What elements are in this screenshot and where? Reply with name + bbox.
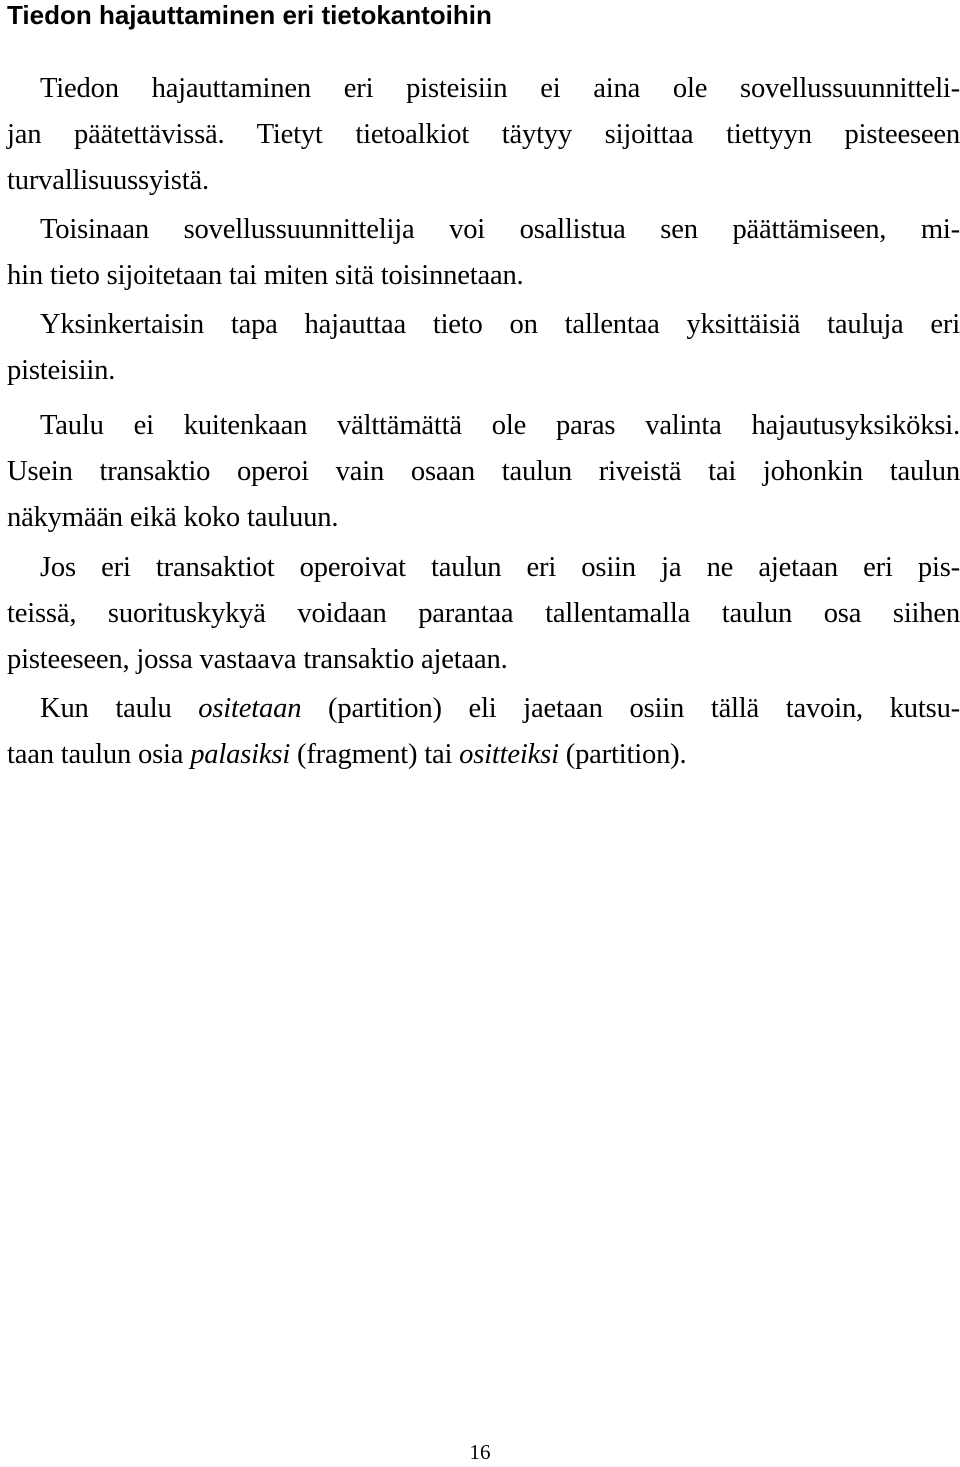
- paragraph-6-text: taan taulun osia: [7, 739, 191, 770]
- paragraph-3: [7, 302, 960, 394]
- paragraph-6: [7, 686, 960, 778]
- paragraph-6-line-2: [7, 732, 960, 778]
- paragraph-6-text: Kun taulu: [40, 693, 199, 724]
- paragraph-1-line-3: turvallisuussyistä.: [7, 165, 209, 196]
- paragraph-1-line-1: Tiedon hajauttaminen eri pisteisiin ei aina ole sovellussuunnitteli-: [40, 73, 960, 104]
- paragraph-2-line-2: hin tieto sijoitetaan tai miten sitä toisinnetaan.: [7, 260, 524, 291]
- paragraph-5-line-1: Jos eri transaktiot operoivat taulun eri osiin ja ne ajetaan eri pis-: [40, 552, 960, 583]
- paragraph-2: [7, 207, 960, 299]
- term-palasiksi: palasiksi: [190, 739, 291, 770]
- paragraph-4-line-1: Taulu ei kuitenkaan välttämättä ole paras valinta hajautusyksiköksi.: [40, 410, 960, 441]
- paragraph-3-line-2: pisteisiin.: [7, 355, 116, 386]
- paragraph-6-text: (partition) eli jaetaan osiin tällä tavoin, kutsu-: [301, 693, 960, 724]
- paragraph-3-line-1: Yksinkertaisin tapa hajauttaa tieto on tallentaa yksittäisiä tauluja eri: [40, 309, 960, 340]
- paragraph-6-text: (fragment) tai: [290, 739, 460, 770]
- page-number: 16: [469, 1440, 491, 1464]
- paragraph-4-line-2: Usein transaktio operoi vain osaan taulun riveistä tai johonkin taulun: [7, 456, 960, 487]
- paragraph-1-line-2: jan päätettävissä. Tietyt tietoalkiot täytyy sijoittaa tiettyyn pisteeseen: [7, 119, 960, 150]
- section-heading: Tiedon hajauttaminen eri tietokantoihin: [7, 0, 492, 30]
- paragraph-2-line-1: Toisinaan sovellussuunnittelija voi osallistua sen päättämiseen, mi-: [40, 214, 960, 245]
- term-ositetaan: ositetaan: [198, 693, 302, 724]
- paragraph-1: [7, 66, 960, 204]
- paragraph-6-line-1: [7, 686, 960, 732]
- paragraph-5: [7, 545, 960, 683]
- term-ositteiksi: ositteiksi: [459, 739, 559, 770]
- paragraph-4-line-3: näkymään eikä koko tauluun.: [7, 502, 339, 533]
- paragraph-5-line-2: teissä, suorituskykyä voidaan parantaa tallentamalla taulun osa siihen: [7, 598, 960, 629]
- paragraph-4: [7, 403, 960, 541]
- paragraph-5-line-3: pisteeseen, jossa vastaava transaktio ajetaan.: [7, 644, 508, 675]
- paragraph-6-text: (partition).: [558, 739, 687, 770]
